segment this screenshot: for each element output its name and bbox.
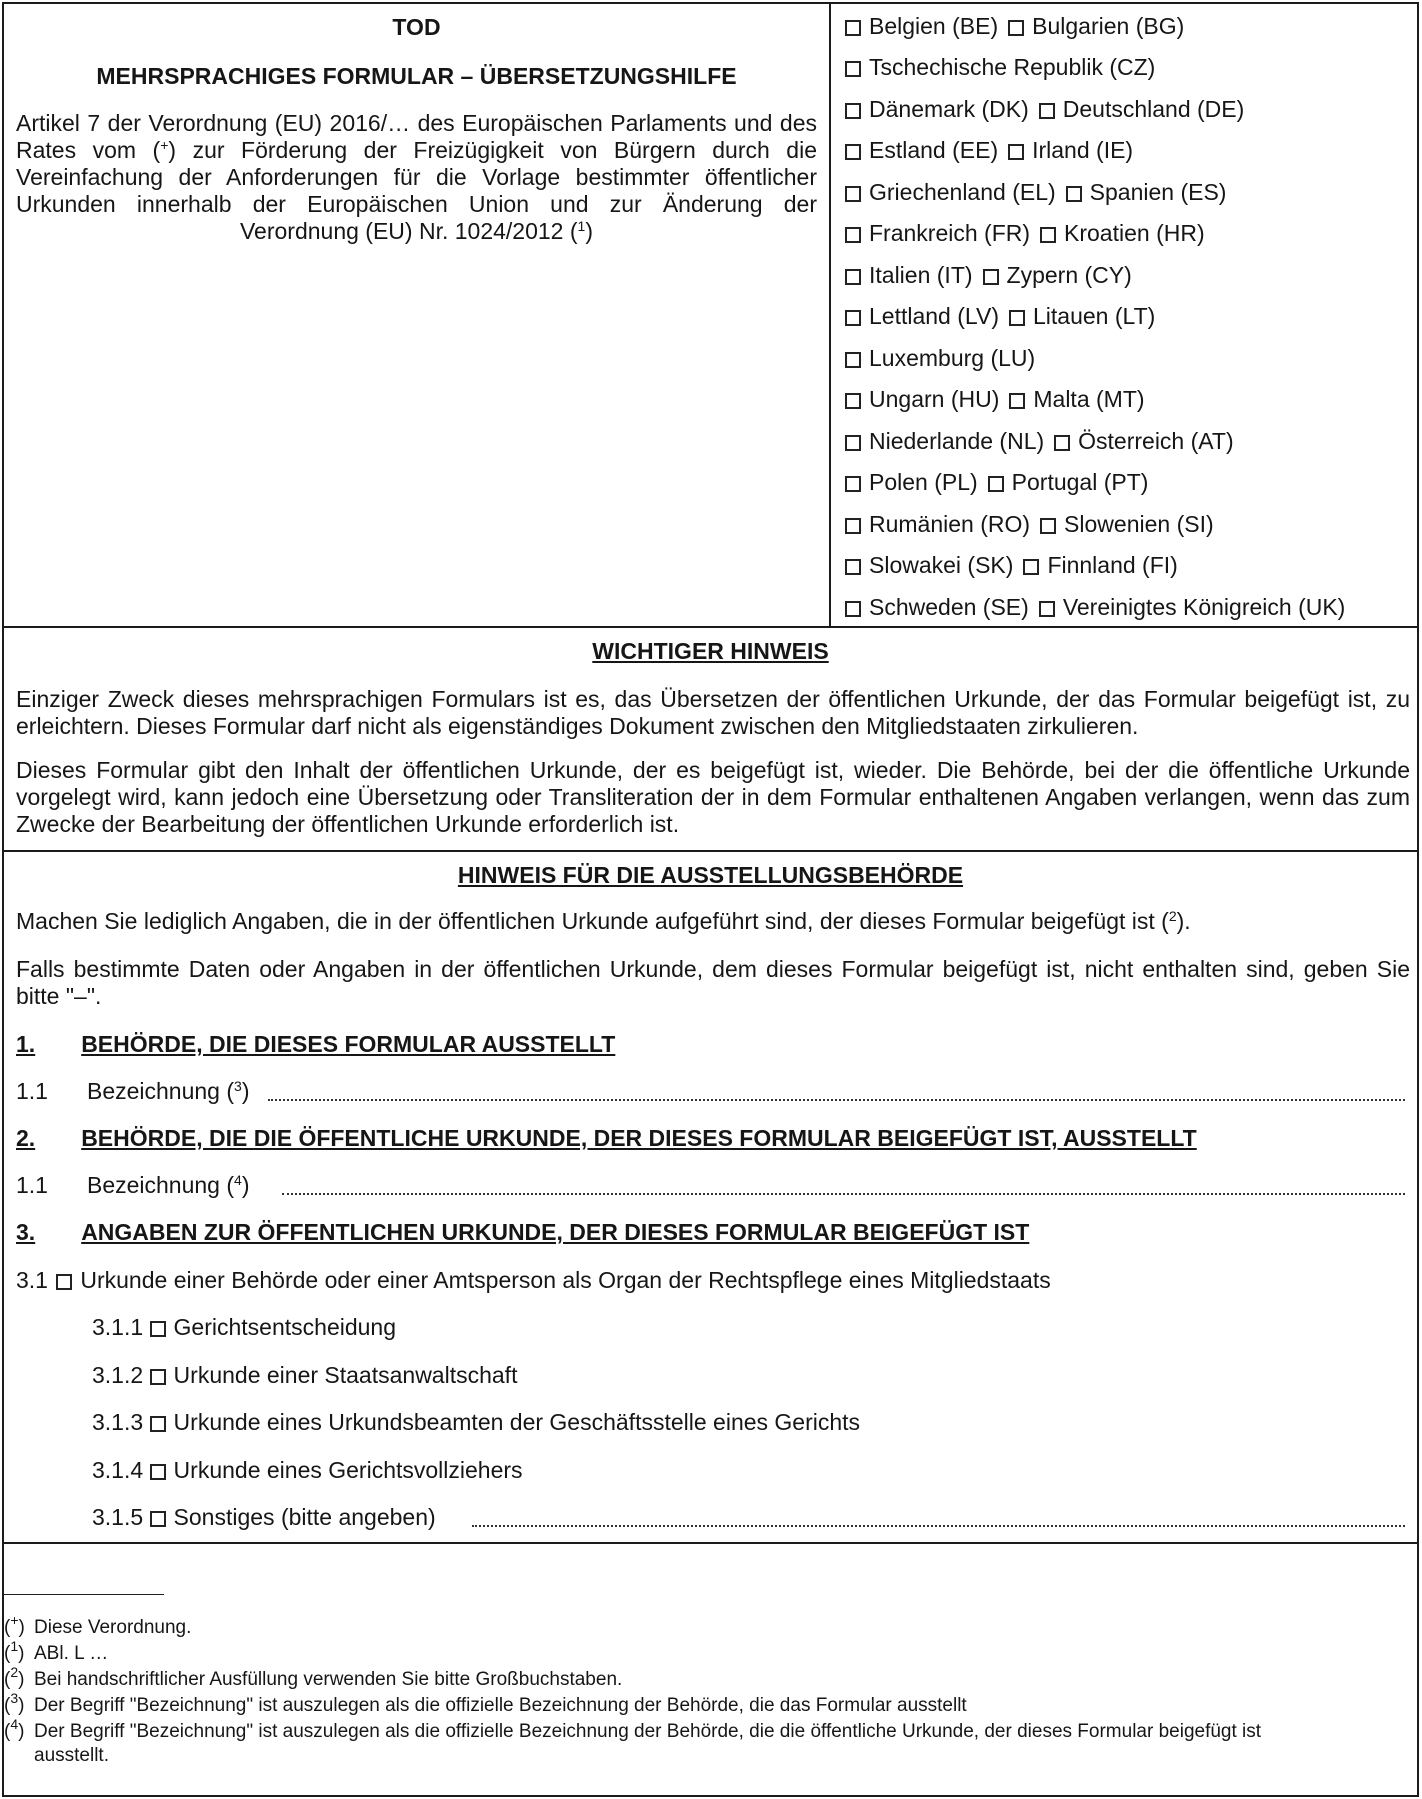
country-label: Deutschland (DE) (1062, 96, 1245, 122)
footnote: ($^2$) Bei handschriftlicher Ausfüllung verwenden Sie bitte Großbuchstaben. (4, 1664, 623, 1690)
country-label: Italien (IT) (869, 262, 973, 288)
title-column (4, 4, 831, 626)
country-checkbox[interactable] (1039, 103, 1055, 119)
country-label: Vereinigtes Königreich (UK) (1062, 594, 1346, 620)
country-label: Lettland (LV) (869, 303, 999, 329)
country-label: Slowakei (SK) (869, 552, 1014, 578)
country-checkbox[interactable] (1054, 435, 1070, 451)
item-3-1-3-checkbox[interactable] (150, 1416, 166, 1432)
country-checkbox[interactable] (845, 352, 861, 368)
country-label: Finnland (FI) (1047, 552, 1178, 578)
country-label: Belgien (BE) (869, 13, 999, 39)
country-row (845, 218, 1205, 248)
form-page: TOD MEHRSPRACHIGES FORMULAR – ÜBERSETZUNGSHILFE Artikel 7 der Verordnung (EU) 2016/… des Europäischen Parlaments und des Rates vom (+) zur Förderung der Freizügigkeit von Bürgern durch die Vereinfachung der Anforderungen für die Vorlage bestimmter öffentlicher Urkunden innerhalb der Europäischen Union und zur Änderung der Verordnung (EU) Nr. 1024/2012 ($^1$) Belgien (BE) Bulgarien (BG) Tschechische Republik (CZ) Dänemark (DK) Deutschland (DE) Estland (EE) Irland (IE) Griechenland (EL) Spanien (ES) Frankreich (FR) Kroatien (HR) Italien (IT) Zypern (CY) Lettland (LV) Litauen (LT) Luxemburg (LU) Ungarn (HU) Malta (MT) Niederlande (NL) Österreich (AT) Polen (PL) Portugal (PT) Rumänien (RO) Slowenien (SI) Slowakei (SK) Finnland (FI) Schweden (SE) Vereinigtes Königreich (UK) WICHTIGER HINWEIS Einziger Zweck dieses mehrsprachigen Formulars ist es, das Übersetzen der öffentlichen Urkunde, der das Formular beigefügt ist, zu erleichtern. Dieses Formular darf nicht als eigenständiges Dokument zwischen den Mitgliedstaaten zirkulieren. Dieses Formular gibt den Inhalt der öffentlichen Urkunde, der es beigefügt ist, wieder. Die Behörde, bei der die öffentliche Urkunde vorgelegt wird, kann jedoch eine Übersetzung oder Transliteration der in dem Formular enthaltenen Angaben verlangen, wenn das zum Zwecke der Bearbeitung der öffentlichen Urkunde erforderlich ist. HINWEIS FÜR DIE AUSSTELLUNGSBEHÖRDE Machen Sie lediglich Angaben, die in der öffentlichen Urkunde aufgeführt sind, der dieses Formular beigefügt ist ($^2$). Falls bestimmte Daten oder Angaben in der öffentlichen Urkunde, dem dieses Formular beigefügt ist, nicht enthalten sind, geben Sie bitte "–". 1. BEHÖRDE, DIE DIESES FORMULAR AUSSTELLT 1.1 Bezeichnung ($^3$) 2. BEHÖRDE, DIE DIE ÖFFENTLICHE URKUNDE, DER DIESES FORMULAR BEIGEFÜGT IST, AUSSTELLT 1.1 Bezeichnung ($^4$) 3. ANGABEN ZUR ÖFFENTLICHEN URKUNDE, DER DIESES FORMULAR BEIGEFÜGT IST 3.1 Urkunde einer Behörde oder einer Amtsperson als Organ der Rechtspflege eines Mitgliedstaats 3.1.1 Gerichtsentscheidung 3.1.2 Urkunde einer Staatsanwaltschaft 3.1.3 Urkunde eines Urkundsbeamten der Geschäftsstelle eines Gerichts 3.1.4 Urkunde eines Gerichtsvollziehers 3.1.5 Sonstiges (bitte angeben) (+) Diese Verordnung. ($^1$) ABl. L … ($^2$) Bei handschriftlicher Ausfüllung verwenden Sie bitte Großbuchstaben. ($^3$) Der Begriff "Bezeichnung" ist auszulegen als die offizielle Bezeichnung der Behörde, die das Formular ausstellt ($^4$) Der Begriff "Bezeichnung" ist auszulegen als die offizielle Bezeichnung der Behörde, die die öffentliche Urkunde, der dieses Formular beigefügt ist ausstellt. (2, 2, 1419, 1797)
authority-paragraph-1: Machen Sie lediglich Angaben, die in der öffentlichen Urkunde aufgeführt sind, der dieses Formular beigefügt ist ($^2$). (16, 908, 1191, 934)
country-label: Österreich (AT) (1078, 428, 1234, 454)
country-row (845, 177, 1226, 207)
country-label: Luxemburg (LU) (869, 345, 1036, 371)
item-3-1: 3.1 Urkunde einer Behörde oder einer Amtsperson als Organ der Rechtspflege eines Mitgliedstaats (16, 1267, 1051, 1293)
country-label: Ungarn (HU) (869, 386, 1000, 412)
item-3-1-2-checkbox[interactable] (150, 1369, 166, 1385)
country-row (845, 301, 1155, 331)
country-checkbox[interactable] (845, 601, 861, 617)
country-label: Niederlande (NL) (869, 428, 1045, 454)
country-checkbox[interactable] (845, 61, 861, 77)
country-label: Zypern (CY) (1006, 262, 1132, 288)
country-label: Bulgarien (BG) (1032, 13, 1185, 39)
country-checkbox[interactable] (1039, 601, 1055, 617)
item-3-1-5-input-line[interactable] (472, 1525, 1405, 1527)
country-label: Griechenland (EL) (869, 179, 1056, 205)
country-label: Kroatien (HR) (1064, 220, 1205, 246)
country-label: Irland (IE) (1032, 137, 1134, 163)
country-row (845, 592, 1345, 622)
important-notice-section (4, 628, 1417, 852)
country-label: Schweden (SE) (869, 594, 1029, 620)
issuing-authority-section (4, 852, 1417, 1544)
country-label: Rumänien (RO) (869, 511, 1031, 537)
country-label: Estland (EE) (869, 137, 999, 163)
country-label: Slowenien (SI) (1064, 511, 1214, 537)
item-3-1-1-checkbox[interactable] (150, 1321, 166, 1337)
country-checkbox[interactable] (845, 518, 861, 534)
country-row (845, 260, 1132, 290)
authority-paragraph-2: Falls bestimmte Daten oder Angaben in der öffentlichen Urkunde, dem dieses Formular beigefügt ist, nicht enthalten sind, geben Sie bitte "–". (16, 956, 1410, 1009)
issuing-authority-heading: HINWEIS FÜR DIE AUSSTELLUNGSBEHÖRDE (457, 862, 964, 888)
country-checkbox[interactable] (845, 310, 861, 326)
footnote: ($^3$) Der Begriff "Bezeichnung" ist auszulegen als die offizielle Bezeichnung der Behörde, die das Formular ausstellt (4, 1690, 967, 1716)
country-row (845, 135, 1133, 165)
country-checkbox[interactable] (1040, 518, 1056, 534)
regulation-intro: Artikel 7 der Verordnung (EU) 2016/… des Europäischen Parlaments und des Rates vom (+) zur Förderung der Freizügigkeit von Bürgern durch die Vereinfachung der Anforderungen für die Vorlage bestimmter öffentlicher Urkunden innerhalb der Europäischen Union und zur Änderung der Verordnung (EU) Nr. 1024/2012 ($^1$) (16, 110, 817, 244)
country-checkbox[interactable] (1008, 144, 1024, 160)
country-row (845, 94, 1244, 124)
country-checkbox[interactable] (1009, 310, 1025, 326)
country-checkbox[interactable] (988, 476, 1004, 492)
country-label: Tschechische Republik (CZ) (869, 54, 1156, 80)
country-checkbox[interactable] (845, 476, 861, 492)
country-checkbox[interactable] (845, 103, 861, 119)
country-checklist (831, 4, 1417, 626)
item-3-1-2: 3.1.2 Urkunde einer Staatsanwaltschaft (92, 1362, 518, 1388)
section-2-heading: 2. BEHÖRDE, DIE DIE ÖFFENTLICHE URKUNDE, DER DIESES FORMULAR BEIGEFÜGT IST, AUSSTELLT (16, 1125, 1197, 1151)
country-row (845, 52, 1155, 82)
country-checkbox[interactable] (1023, 559, 1039, 575)
country-label: Litauen (LT) (1032, 303, 1156, 329)
item-3-1-1: 3.1.1 Gerichtsentscheidung (92, 1314, 397, 1340)
item-3-1-5: 3.1.5 Sonstiges (bitte angeben) (92, 1504, 436, 1530)
item-3-1-4: 3.1.4 Urkunde eines Gerichtsvollziehers (92, 1457, 523, 1483)
country-row (845, 550, 1178, 580)
item-3-1-4-checkbox[interactable] (150, 1464, 166, 1480)
country-label: Spanien (ES) (1089, 179, 1227, 205)
item-3-1-3: 3.1.3 Urkunde eines Urkundsbeamten der Geschäftsstelle eines Gerichts (92, 1409, 861, 1435)
country-checkbox[interactable] (845, 20, 861, 36)
country-checkbox[interactable] (845, 269, 861, 285)
country-checkbox[interactable] (983, 269, 999, 285)
country-label: Dänemark (DK) (869, 96, 1029, 122)
footnote: ($^4$) Der Begriff "Bezeichnung" ist auszulegen als die offizielle Bezeichnung der Behörde, die die öffentliche Urkunde, der dieses Formular beigefügt ist (4, 1716, 1262, 1742)
country-checkbox[interactable] (845, 186, 861, 202)
country-checkbox[interactable] (845, 435, 861, 451)
field-1-1-label: 1.1 Bezeichnung ($^3$) (16, 1078, 250, 1104)
country-row (845, 509, 1214, 539)
country-row (845, 343, 1035, 373)
header-section (4, 4, 1417, 628)
country-checkbox[interactable] (845, 144, 861, 160)
country-label: Malta (MT) (1033, 386, 1145, 412)
country-row (845, 467, 1148, 497)
form-title: TOD (392, 14, 441, 40)
country-checkbox[interactable] (845, 227, 861, 243)
important-notice-heading: WICHTIGER HINWEIS (592, 638, 829, 664)
field-1-1-input-line[interactable] (268, 1099, 1405, 1101)
country-checkbox[interactable] (1040, 227, 1056, 243)
country-row (845, 384, 1145, 414)
form-subtitle: MEHRSPRACHIGES FORMULAR – ÜBERSETZUNGSHILFE (96, 63, 737, 89)
country-checkbox[interactable] (845, 393, 861, 409)
notice-paragraph-1: Einziger Zweck dieses mehrsprachigen Formulars ist es, das Übersetzen der öffentlichen Urkunde, der das Formular beigefügt ist, zu erleichtern. Dieses Formular darf nicht als eigenständiges Dokument zwischen den Mitgliedstaaten zirkulieren. (16, 686, 1410, 739)
country-row (845, 11, 1184, 41)
footnote: (+) Diese Verordnung. (4, 1612, 192, 1638)
notice-paragraph-2: Dieses Formular gibt den Inhalt der öffentlichen Urkunde, der es beigefügt ist, wieder. Die Behörde, bei der die öffentliche Urkunde vorgelegt wird, kann jedoch eine Übersetzung oder Transliteration der in dem Formular enthaltenen Angaben verlangen, wenn das zum Zwecke der Bearbeitung der öffentlichen Urkunde erforderlich ist. (16, 757, 1410, 837)
field-2-1-input-line[interactable] (282, 1193, 1405, 1195)
item-3-1-checkbox[interactable] (56, 1274, 72, 1290)
country-checkbox[interactable] (1008, 20, 1024, 36)
section-1-heading: 1. BEHÖRDE, DIE DIESES FORMULAR AUSSTELLT (16, 1031, 616, 1057)
country-label: Frankreich (FR) (869, 220, 1031, 246)
country-row (845, 426, 1234, 456)
footnote-rule (4, 1594, 164, 1595)
field-2-1-label: 1.1 Bezeichnung ($^4$) (16, 1172, 250, 1198)
country-checkbox[interactable] (1009, 393, 1025, 409)
country-checkbox[interactable] (1066, 186, 1082, 202)
country-label: Portugal (PT) (1011, 469, 1149, 495)
section-3-heading: 3. ANGABEN ZUR ÖFFENTLICHEN URKUNDE, DER DIESES FORMULAR BEIGEFÜGT IST (16, 1219, 1030, 1245)
country-checkbox[interactable] (845, 559, 861, 575)
country-label: Polen (PL) (869, 469, 978, 495)
footnote: ($^1$) ABl. L … (4, 1638, 109, 1664)
item-3-1-5-checkbox[interactable] (150, 1511, 166, 1527)
